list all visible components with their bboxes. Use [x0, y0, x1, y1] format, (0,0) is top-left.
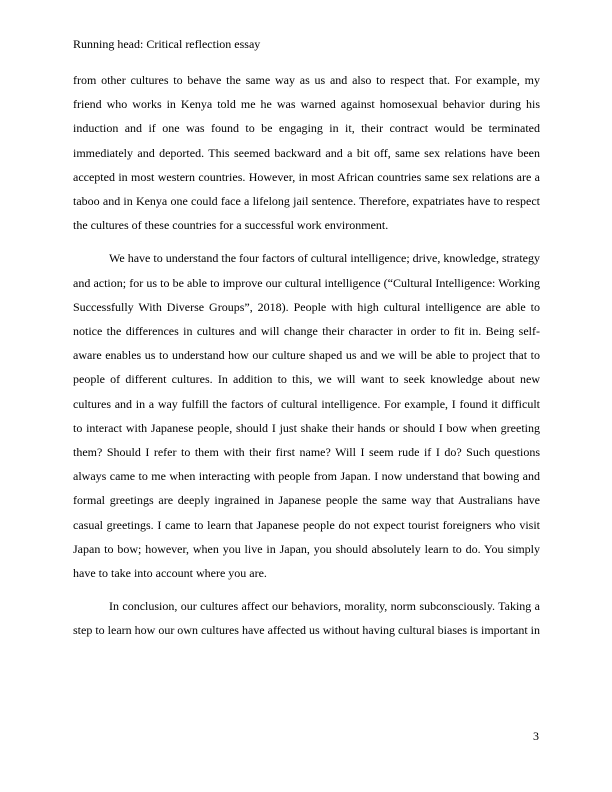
paragraph-cultural-intelligence: We have to understand the four factors of cultural intelligence; drive, knowledge, strategy and action; for us to be able to improve our cultural intelligence (“Cultural Intelligence: Working Successfully With Diverse Groups”, 2018). People with high cultural intelligence are able to notice the differences in cultures and will change their character in order to fit in. Being self-aware enables us to understand how our culture shaped us and we will be able to project that to people of different cultures. In addition to this, we will want to seek knowledge about new cultures and in a way fulfill the factors of cultural intelligence. For example, I found it difficult to interact with Japanese people, should I just shake their hands or should I bow when greeting them? Should I refer to them with their first name? Will I seem rude if I do? Such questions always came to me when interacting with people from Japan. I now understand that bowing and formal greetings are deeply ingrained in Japanese people the same way that Australians have casual greetings. I came to learn that Japanese people do not expect tourist foreigners who visit Japan to bow; however, when you live in Japan, you should absolutely learn to do. You simply have to take into account where you are.: [73, 251, 540, 581]
page-number: 3: [533, 729, 539, 743]
body-text: [73, 68, 540, 652]
running-head: Running head: Critical reflection essay: [73, 37, 261, 51]
paragraph-continuation: from other cultures to behave the same way as us and also to respect that. For example, my friend who works in Kenya told me he was warned against homosexual behavior during his induction and if one was found to be engaging in it, their contract would be terminated immediately and deported. This seemed backward and a bit off, same sex relations have been accepted in most western countries. However, in most African countries same sex relations are a taboo and in Kenya one could face a lifelong jail sentence. Therefore, expatriates have to respect the cultures of these countries for a successful work environment.: [73, 73, 540, 233]
paragraph-conclusion: In conclusion, our cultures affect our behaviors, morality, norm subconsciously. Taking a step to learn how our own cultures have affected us without having cultural biases is important in: [73, 599, 540, 638]
